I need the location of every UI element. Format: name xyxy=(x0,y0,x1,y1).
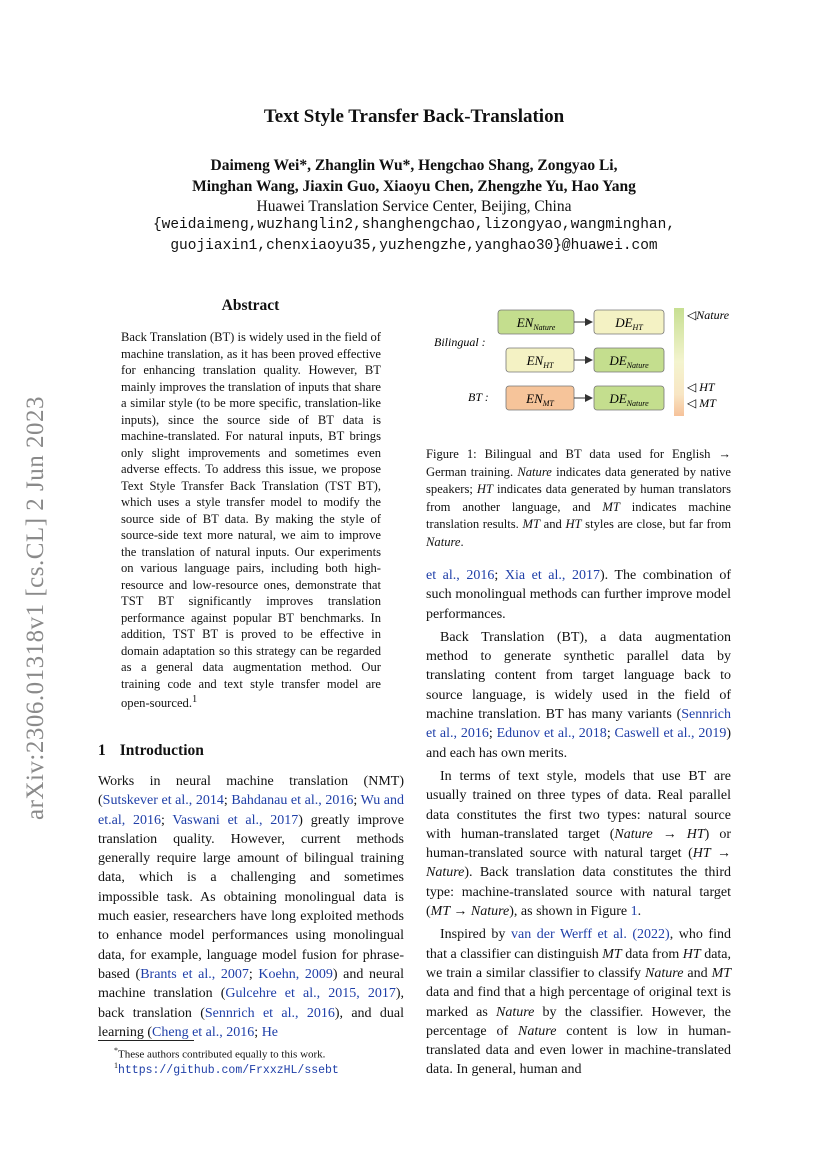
citation-link[interactable]: Vaswani et al., 2017 xyxy=(172,812,299,828)
author-list xyxy=(0,155,828,197)
arxiv-sidebar xyxy=(16,368,56,848)
citation-link[interactable]: Sennrich et al., 2016 xyxy=(426,707,731,742)
citation-link[interactable]: Bahdanau et al., 2016 xyxy=(231,793,354,809)
style-gradient-bar xyxy=(674,308,684,416)
author-emails xyxy=(0,215,828,257)
svg-text:ENHT: $EN_{HT}$ xyxy=(526,353,554,370)
citation-link[interactable]: He xyxy=(261,1024,279,1040)
abstract-text: Back Translation (BT) is widely used in the field of machine translation, as it has been proved effective for enhancing translation quality. However, BT mainly improves the translation of inputs that share a similar style (to be more specific, translation-like inputs), since the source side of BT data is machine-translated. For natural inputs, BT brings only slight improvements and sometimes even adverse effects. To address this issue, we propose Text Style Transfer Back Translation (TST BT), which uses a style transfer model to modify the source side of BT data. By making the style of source-side text more natural, we aim to improve the translation of natural inputs. Our experiments on various language pairs, including both high-resource and low-resource ones, demonstrate that TST BT significantly improves translation performance against popular BT benchmarks. In addition, TST BT is proved to be effective in domain adaptation so this strategy can be regarded as a general data augmentation method. Our training code and text style transfer model are open-sourced.$^1$ xyxy=(121,330,381,711)
citation-link[interactable]: Brants et al., 2007 xyxy=(140,966,249,982)
affiliation: Huawei Translation Service Center, Beijing, China xyxy=(256,198,572,215)
footnote-equal-contribution: *These authors contributed equally to this work. xyxy=(114,1046,326,1061)
authors-line-2: Minghan Wang, Jiaxin Guo, Xiaoyu Chen, Zhengzhe Yu, Hao Yang xyxy=(192,178,636,195)
paper-title: Text Style Transfer Back-Translation xyxy=(263,106,565,127)
section-heading-introduction: 1 Introduction xyxy=(98,742,204,759)
intro-paragraph: Works in neural machine translation (NMT) (Sutskever et al., 2014; Bahdanau et al., 2016; Wu and et.al, 2016; Vaswani et al., 2017) greatly improve translation quality. However, current methods generally require large amount of bilingual training data, which is a challenging and sometimes impossible task. As obtaining monolingual data is much easier, researchers have long exploited methods to enhance model performances using monolingual data, for example, language model fusion for phrase-based (Brants et al., 2007; Koehn, 2009) and neural machine translation (Gulcehre et al., 2015, 2017), back translation (Sennrich et al., 2016), and dual learning (Cheng et al., 2016; He xyxy=(98,774,405,1040)
citation-link[interactable]: Wu and et.al, 2016 xyxy=(98,793,405,828)
citation-link[interactable]: Gulcehre et al., 2015, 2017 xyxy=(225,986,396,1002)
figure-reference-link[interactable]: 1 xyxy=(630,904,638,920)
arxiv-identifier: arXiv:2306.01318v1 [cs.CL] 2 Jun 2023 xyxy=(22,395,49,821)
paragraph-continuation: et al., 2016; Xia et al., 2017). The combination of such monolingual methods can further improve model performances. xyxy=(426,568,732,622)
citation-link[interactable]: Sennrich et al., 2016 xyxy=(204,1005,335,1021)
right-column-body xyxy=(426,566,731,1080)
citation-link[interactable]: Koehn, 2009 xyxy=(258,966,333,982)
paragraph-back-translation: Back Translation (BT), a data augmentation method to generate synthetic parallel data by translating content from target language back to source language, is widely used in the field of machine translation. BT has many variants (Sennrich et al., 2016; Edunov et al., 2018; Caswell et al., 2019) and each has own merits. xyxy=(426,629,731,761)
footnote-code-url: $^1$https://github.com/FrxxzHL/ssebt xyxy=(114,1061,339,1077)
figure-1-diagram xyxy=(426,300,736,440)
citation-link[interactable]: Xia et al., 2017 xyxy=(504,568,600,583)
row-label-bilingual: Bilingual : xyxy=(434,335,486,349)
citation-link[interactable]: Cheng et al., 2016 xyxy=(152,1024,255,1040)
paragraph-text-style: In terms of text style, models that use BT are usually trained on three types of data. Real parallel data constitutes the first two types: natural source with human-translated target (Nature → HT) or human-translated source with natural target (HT → Nature). Back translation data constitutes the third type: machine-translated source with natural target (MT → Nature), as shown in Figure 1. xyxy=(426,768,731,920)
svg-text:DENature: $DE_{Nature}$ xyxy=(609,353,649,370)
authors-line-1: Daimeng Wei*, Zhanglin Wu*, Hengchao Shang, Zongyao Li, xyxy=(210,157,618,174)
citation-link[interactable]: van der Werff et al. (2022) xyxy=(511,927,670,943)
row-label-bt: BT : xyxy=(468,390,489,404)
code-repository-link[interactable]: https://github.com/FrxxzHL/ssebt xyxy=(118,1063,339,1077)
legend-nature: ◁Nature xyxy=(687,308,730,322)
citation-link[interactable]: Edunov et al., 2018 xyxy=(496,726,607,742)
svg-text:ENMT: $EN_{MT}$ xyxy=(526,391,554,408)
citation-link[interactable]: Caswell et al., 2019 xyxy=(614,726,727,742)
figure-1-caption: Figure 1: Bilingual and BT data used for English → German training. Nature indicates data generated by native speakers; HT indicates data generated by human translators from another language, and MT indicates machine translation results. MT and HT styles are close, but far from Nature. xyxy=(426,447,732,549)
legend-mt: ◁ MT xyxy=(687,396,716,410)
citation-link[interactable]: et al., 2016 xyxy=(426,568,495,583)
paragraph-inspired: Inspired by van der Werff et al. (2022), who find that a classifier can distinguish MT data from HT data, we train a similar classifier to classify Nature and MT data and find that a high percentage of original text is marked as Nature by the classifier. However, the percentage of Nature content is low in human-translated data and even lower in machine-translated data. In general, human and xyxy=(426,927,732,1078)
citation-link[interactable]: Sutskever et al., 2014 xyxy=(102,793,224,809)
svg-text:DEHT: $DE_{HT}$ xyxy=(615,315,643,332)
emails-line-2: guojiaxin1,chenxiaoyu35,yuzhengzhe,yanghao30}@huawei.com xyxy=(170,238,658,254)
legend-ht: ◁ HT xyxy=(687,380,715,394)
abstract-heading: Abstract xyxy=(221,297,280,314)
footnote-divider xyxy=(98,1040,194,1041)
emails-line-1: {weidaimeng,wuzhanglin2,shanghengchao,lizongyao,wangminghan, xyxy=(152,217,676,233)
svg-text:DENature: $DE_{Nature}$ xyxy=(609,391,649,408)
svg-text:ENNature: $EN_{Nature}$ xyxy=(516,315,556,332)
footnote-mark: 1 xyxy=(192,694,198,705)
